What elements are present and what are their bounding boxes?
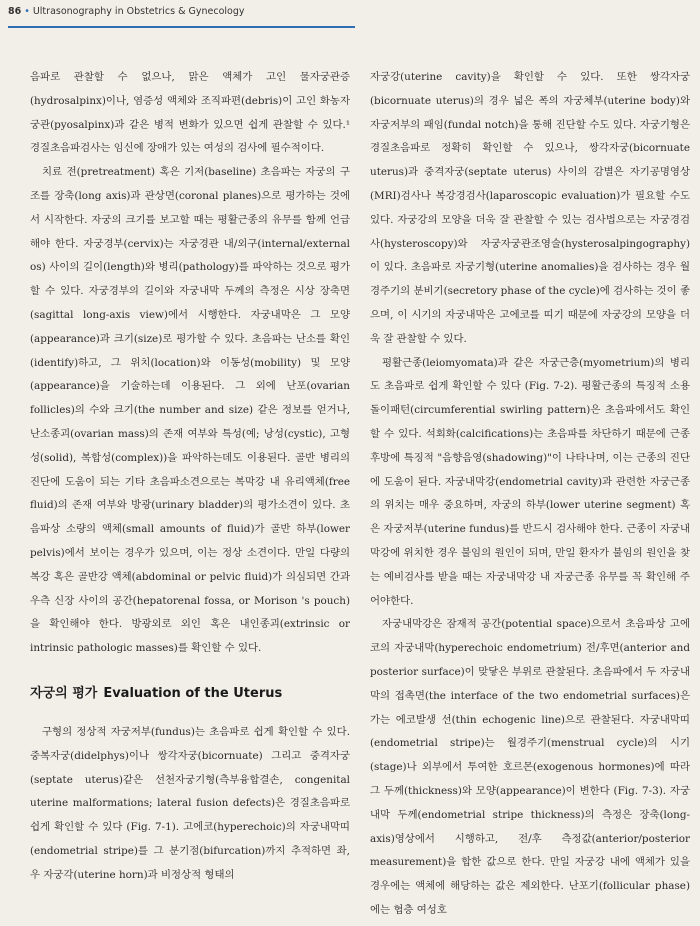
book-title: Ultrasonography in Obstetrics & Gynecology — [32, 6, 245, 17]
paragraph: 치료 전(pretreatment) 혹은 기저(baseline) 초음파는 자궁의 구조를 장축(long axis)과 관상면(coronal planes)으로 평가하는 것에서 시작한다. 자궁의 크기를 보고할 때는 평활근종의 유무를 함께 언급해야 한다. 자궁경부(cervix)는 자궁경관 내/외구(internal/external os) 사이의 길이(length)와 병리(pathology)를 파악하는 것으로 평가할 수 있다. 자궁경부의 길이와 자궁내막 두께의 측정은 시상 장축면(sagittal long-axis view)에서 시행한다. 자궁내막은 그 모양(appearance)과 크기(size)로 평가할 수 있다. 초음파는 난소를 확인(identify)하고, 그 위치(location)와 이동성(mobility) 및 모양(appearance)을 기술하는데 이용된다. 그 외에 난포(ovarian follicles)의 수와 크기(the number and size) 같은 정보를 얻거나, 난소종괴(ovarian mass)의 존재 여부와 특성(예; 낭성(cystic), 고형성(solid), 복합성(complex))을 파악하는데도 이용된다. 골반 병리의 진단에 도움이 되는 기타 초음파소견으로는 복막강 내 유리액체(free fluid)의 존재 여부와 방광(urinary bladder)의 평가소견이 있다. 초음파상 소량의 액체(small amounts of fluid)가 골반 하부(lower pelvis)에서 보이는 경우가 있으며, 이는 정상 소견이다. 만일 다량의 복강 혹은 골반강 액체(abdominal or pelvic fluid)가 의심되면 간과 우측 신장 사이의 공간(hepatorenal fossa, or Morison 's pouch)을 확인해야 한다. 방광외로 외인 혹은 내인종괴(extrinsic or intrinsic pathologic masses)를 확인할 수 있다. — [30, 166, 350, 655]
section-title-english: Evaluation of the Uterus — [103, 685, 283, 701]
section-title-korean: 자궁의 평가 — [30, 685, 98, 701]
paragraph: 평활근종(leiomyomata)과 같은 자궁근층(myometrium)의 병리도 초음파로 쉽게 확인할 수 있다 (Fig. 7-2). 평활근종의 특징적 소용돌이패턴(circumferential swirling pattern)은 초음파에서도 확인할 수 있다. 석회화(calcifications)는 초음파를 차단하기 때문에 근종 후방에 특징적 "음향음영(shadowing)"이 나타나며, 이는 근종의 진단에 도움이 된다. 자궁내막강(endometrial cavity)과 관련한 자궁근종의 위치는 매우 중요하며, 자궁의 하부(lower uterine segment) 혹은 자궁저부(uterine fundus)를 반드시 검사해야 한다. 근종이 자궁내막강에 위치한 경우 불임의 원인이 되며, 만일 환자가 불임의 원인을 찾는 예비검사를 받을 때는 자궁내막강 내 자궁근종 유무를 꼭 확인해 주어야한다. — [370, 356, 690, 607]
running-header — [8, 6, 355, 28]
paragraph: 구형의 정상적 자궁저부(fundus)는 초음파로 쉽게 확인할 수 있다. 중복자궁(didelphys)이나 쌍각자궁(bicornuate) 그리고 중격자궁(septate uterus)같은 선천자궁기형(측부융합결손, congenital uterine malformations; lateral fusion defects)은 경질초음파로 쉽게 확인할 수 있다 (Fig. 7-1). 고에코(hyperechoic)의 자궁내막띠(endometrial stripe)를 그 분기점(bifurcation)까지 추적하면 좌, 우 자궁각(uterine horn)과 비정상적 형태의 — [30, 725, 350, 881]
header-separator: • — [24, 6, 30, 17]
page-number: 86 — [8, 6, 22, 17]
paragraph: 음파로 관찰할 수 없으나, 맑은 액체가 고인 물자궁관증(hydrosalpinx)이나, 염증성 액체와 조직파편(debris)이 고인 화농자궁관(pyosalpinx)과 같은 병적 변화가 있으면 쉽게 관찰할 수 있다.¹ 경질초음파검사는 임신에 장애가 있는 여성의 검사에 필수적이다. — [30, 71, 350, 155]
paragraph: 자궁강(uterine cavity)을 확인할 수 있다. 또한 쌍각자궁(bicornuate uterus)의 경우 넓은 폭의 자궁체부(uterine body)와 자궁저부의 패임(fundal notch)을 통해 진단할 수도 있다. 자궁기형은 경질초음파로 정확히 확인할 수 있으나, 쌍각자궁(bicornuate uterus)과 중격자궁(septate uterus) 사이의 감별은 자기공명영상(MRI)검사나 복강경검사(laparoscopic evaluation)가 필요할 수도 있다. 자궁강의 모양을 더욱 잘 관찰할 수 있는 검사법으로는 자궁경검사(hysteroscopy)와 자궁자궁관조영술(hysterosalpingography)이 있다. 초음파로 자궁기형(uterine anomalies)을 검사하는 경우 월경주기의 분비기(secretory phase of the cycle)에 검사하는 것이 좋으며, 이 시기의 자궁내막은 고에코를 띠기 때문에 자궁강의 모양을 더욱 잘 관찰할 수 있다. — [370, 71, 690, 345]
left-column — [30, 66, 350, 888]
paragraph: 자궁내막강은 잠재적 공간(potential space)으로서 초음파상 고에코의 자궁내막(hyperechoic endometrium) 전/후면(anterior and posterior surface)이 맞닿은 부위로 관찰된다. 초음파에서 두 자궁내막의 접촉면(the interface of the two endometrial surfaces)은 가는 에코발생 선(thin echogenic line)으로 관찰된다. 자궁내막띠(endometrial stripe)는 월경주기(menstrual cycle)의 시기(stage)나 외부에서 투여한 호르몬(exogenous hormones)에 따라 그 두께(thickness)와 모양(appearance)이 변한다 (Fig. 7-3). 자궁내막 두께(endometrial stripe thickness)의 측정은 장축(long-axis)영상에서 시행하고, 전/후 측정값(anterior/posterior measurement)을 합한 값으로 한다. 만일 자궁강 내에 액체가 있을 경우에는 액체에 해당하는 값은 제외한다. 난포기(follicular phase)에는 협층 여성호 — [370, 618, 690, 916]
section-heading — [30, 685, 350, 703]
right-column — [370, 66, 690, 923]
